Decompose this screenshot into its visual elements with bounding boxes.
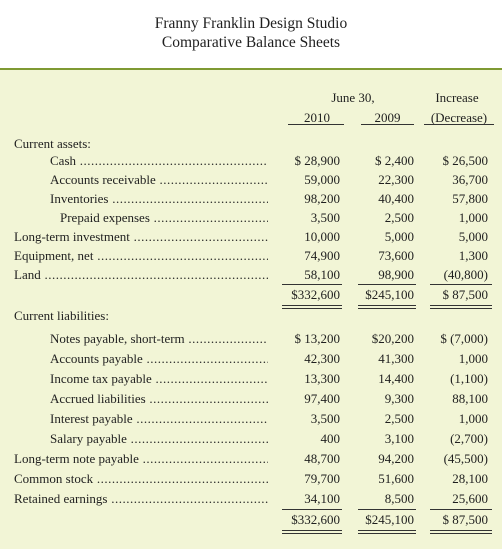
- row-label: Inventories .....: [50, 189, 268, 209]
- row-label: Accrued liabilities .....: [50, 389, 268, 409]
- value-2009: 41,300: [378, 351, 414, 366]
- value-2009: 8,500: [384, 491, 414, 506]
- value-change: 28,100: [452, 471, 488, 486]
- row-label: Retained earnings .....: [14, 489, 268, 509]
- value-2009: 3,100: [384, 431, 414, 446]
- table-row: [0, 409, 502, 429]
- value-2010: 42,300: [304, 351, 340, 366]
- row-label: Long-term note payable .....: [14, 449, 268, 469]
- value-2010: 10,000: [304, 229, 340, 244]
- value-2010: 74,900: [304, 248, 340, 263]
- value-2009: $ 2,400: [375, 153, 414, 168]
- value-change: (40,800): [443, 267, 488, 282]
- table-row: [0, 469, 502, 489]
- row-label: Accounts payable .....: [50, 349, 268, 369]
- total-row: [0, 285, 502, 305]
- value-2009: 14,400: [378, 371, 414, 386]
- table-row: [0, 369, 502, 389]
- value-2009: 51,600: [378, 471, 414, 486]
- table-row: [0, 227, 502, 247]
- value-change: 57,800: [452, 191, 488, 206]
- value-2009: 22,300: [378, 172, 414, 187]
- value-change: (45,500): [443, 451, 488, 466]
- value-2010: 98,200: [304, 191, 340, 206]
- table-row: [0, 265, 502, 285]
- company-name: Franny Franklin Design Studio: [154, 15, 348, 32]
- total-2009: $245,100: [365, 287, 414, 302]
- total-change: $ 87,500: [442, 512, 488, 527]
- value-change: 25,600: [452, 491, 488, 506]
- row-label: Cash .....: [50, 151, 268, 171]
- double-underline: [282, 530, 342, 534]
- row-label: Land .....: [14, 265, 268, 285]
- value-2009: 2,500: [384, 210, 414, 225]
- value-2009: 9,300: [384, 391, 414, 406]
- row-label: Notes payable, short-term .....: [50, 329, 268, 349]
- double-underline: [430, 530, 492, 534]
- value-change: (1,100): [450, 371, 488, 386]
- value-2009: $20,200: [371, 331, 414, 346]
- value-change: 1,300: [458, 248, 488, 263]
- value-2010: 400: [320, 431, 340, 446]
- value-2010: 97,400: [304, 391, 340, 406]
- value-change: $ 26,500: [442, 153, 488, 168]
- statement-title: Comparative Balance Sheets: [161, 34, 341, 51]
- total-2009: $245,100: [365, 512, 414, 527]
- value-2009: 40,400: [378, 191, 414, 206]
- value-change: 5,000: [458, 229, 488, 244]
- value-change: 36,700: [452, 172, 488, 187]
- value-change: $ (7,000): [440, 331, 488, 346]
- table-row: [0, 329, 502, 349]
- row-label: Income tax payable .....: [50, 369, 268, 389]
- value-change: (2,700): [450, 431, 488, 446]
- total-2010: $332,600: [291, 287, 340, 302]
- value-2010: $ 28,900: [294, 153, 340, 168]
- header-rule-2010: [288, 124, 344, 125]
- header-rule-change: [424, 124, 494, 125]
- table-row: [0, 208, 502, 228]
- header-june: June 30,: [331, 90, 375, 105]
- header-increase: Increase: [435, 90, 479, 105]
- section-label: Current assets:: [14, 136, 91, 151]
- row-label: Common stock .....: [14, 469, 268, 489]
- value-change: 1,000: [458, 210, 488, 225]
- total-2010: $332,600: [291, 512, 340, 527]
- header-decrease: (Decrease): [430, 110, 488, 125]
- table-row: [0, 429, 502, 449]
- value-2009: 2,500: [384, 411, 414, 426]
- table-row: [0, 449, 502, 469]
- table-row: [0, 489, 502, 509]
- table-row: [0, 349, 502, 369]
- row-label: Equipment, net .....: [14, 246, 268, 266]
- section-label: Current liabilities:: [14, 308, 109, 323]
- table-row: [0, 246, 502, 266]
- title-band: [0, 0, 502, 70]
- value-2010: 58,100: [304, 267, 340, 282]
- value-2009: 73,600: [378, 248, 414, 263]
- double-underline: [358, 530, 416, 534]
- value-2010: $ 13,200: [294, 331, 340, 346]
- value-2010: 3,500: [310, 411, 340, 426]
- value-2009: 5,000: [384, 229, 414, 244]
- row-label: Long-term investment .....: [14, 227, 268, 247]
- row-label: Interest payable .....: [50, 409, 268, 429]
- value-2010: 3,500: [310, 210, 340, 225]
- total-row: [0, 510, 502, 530]
- value-2010: 48,700: [304, 451, 340, 466]
- table-row: [0, 389, 502, 409]
- header-year-2009: 2009: [374, 110, 401, 125]
- row-label: Salary payable .....: [50, 429, 268, 449]
- total-change: $ 87,500: [442, 287, 488, 302]
- value-2009: 94,200: [378, 451, 414, 466]
- value-2010: 59,000: [304, 172, 340, 187]
- value-change: 88,100: [452, 391, 488, 406]
- header-rule-2009: [361, 124, 414, 125]
- value-change: 1,000: [458, 351, 488, 366]
- value-2010: 34,100: [304, 491, 340, 506]
- section-heading: [0, 306, 502, 326]
- value-2010: 79,700: [304, 471, 340, 486]
- table-row: [0, 151, 502, 171]
- header-year-2010: 2010: [304, 110, 330, 125]
- table-row: [0, 170, 502, 190]
- value-change: 1,000: [458, 411, 488, 426]
- row-label: Prepaid expenses .....: [60, 208, 268, 228]
- value-2009: 98,900: [378, 267, 414, 282]
- row-label: Accounts receivable .....: [50, 170, 268, 190]
- table-row: [0, 189, 502, 209]
- value-2010: 13,300: [304, 371, 340, 386]
